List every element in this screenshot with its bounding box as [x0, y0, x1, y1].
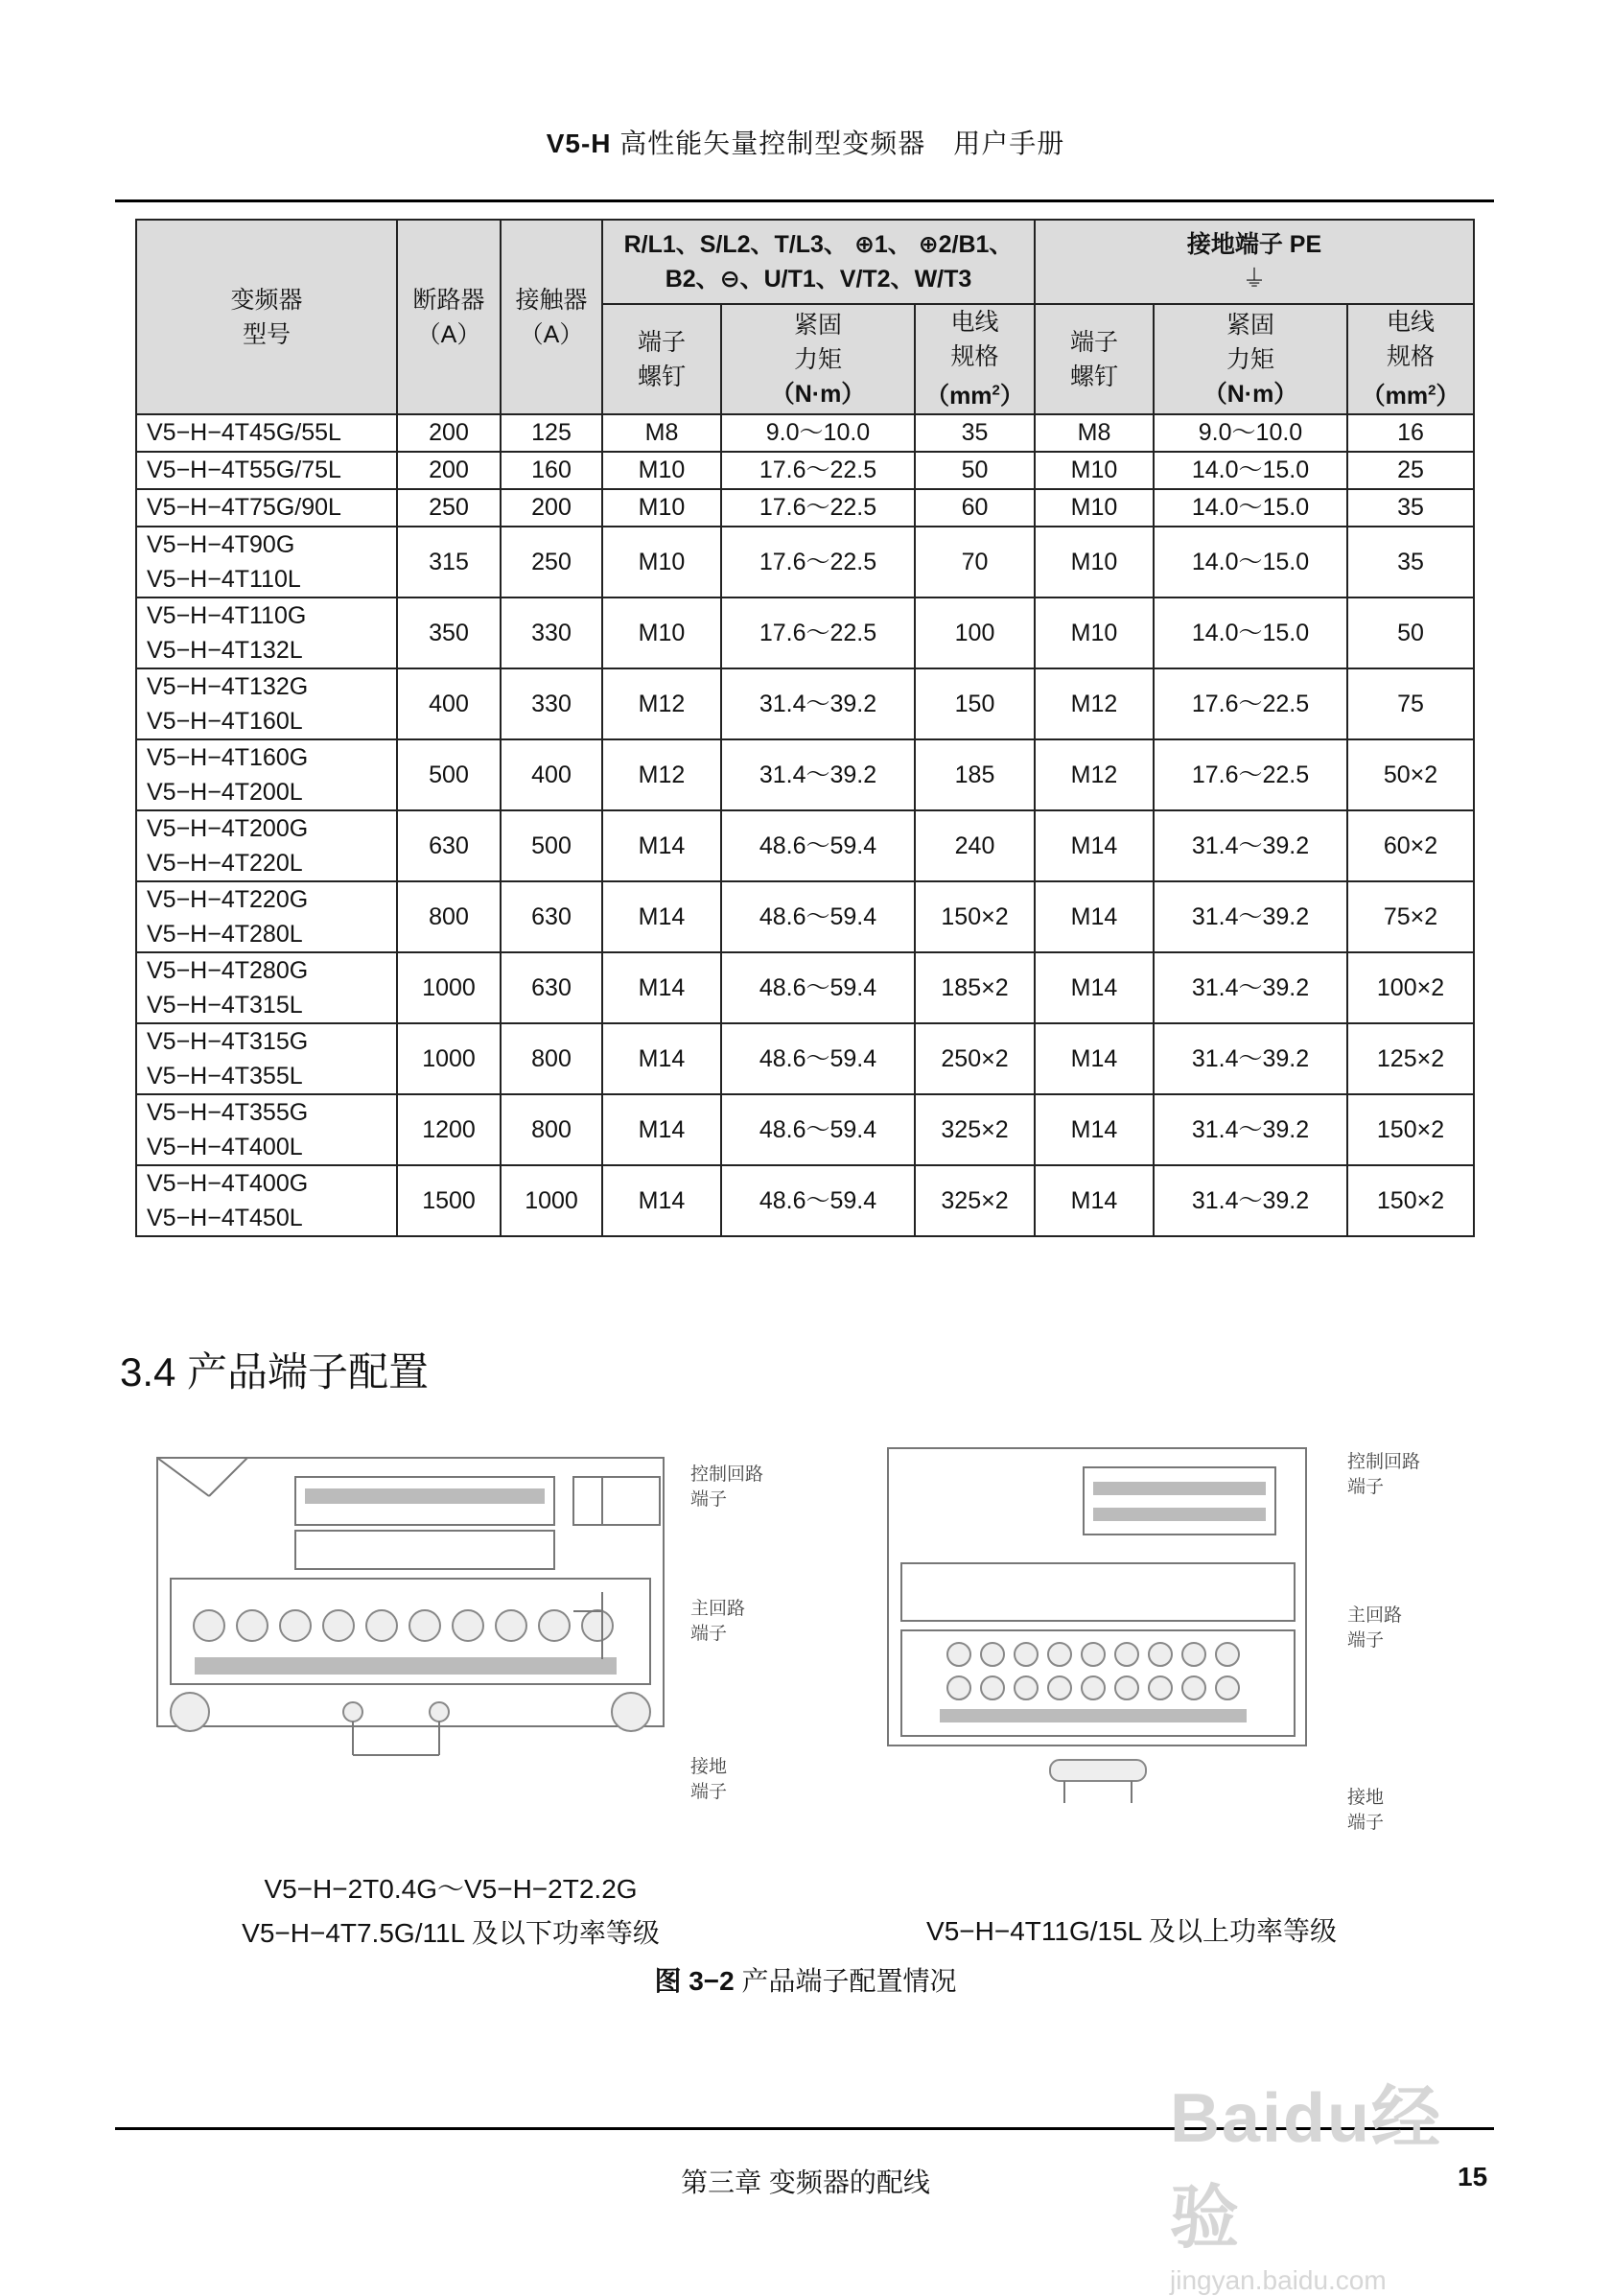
right-caption: V5−H−4T11G/15L 及以上功率等级: [926, 1916, 1337, 1946]
table-cell: 14.0～15.0: [1154, 452, 1347, 489]
sub-screw-header: 端子 螺钉: [602, 304, 721, 414]
table-cell: 250×2: [915, 1023, 1035, 1094]
col-contactor-header: 接触器 （A）: [501, 220, 602, 414]
table-cell: M10: [602, 597, 721, 668]
table-cell: 630: [501, 881, 602, 952]
table-cell: 25: [1347, 452, 1474, 489]
figure-number: 图 3−2: [654, 1966, 735, 1996]
table-cell: M10: [602, 489, 721, 527]
table-cell: 17.6～22.5: [721, 527, 915, 597]
table-cell: M12: [602, 739, 721, 810]
model-cell: V5−H−4T45G/55L: [136, 414, 397, 452]
table-cell: 17.6～22.5: [721, 597, 915, 668]
pe-sub-wire-sup: 2: [1428, 383, 1436, 399]
table-cell: 48.6～59.4: [721, 810, 915, 881]
table-cell: 330: [501, 597, 602, 668]
table-cell: 630: [397, 810, 501, 881]
left-caption-line2: V5−H−4T7.5G/11L 及以下功率等级: [242, 1918, 660, 1948]
table-cell: M12: [1035, 668, 1154, 739]
right-label-ground: 接地 端子: [1347, 1788, 1385, 1833]
sub-wire-label: 电线 规格: [950, 309, 999, 370]
pe-sub-torque-unit: （N·m）: [1202, 380, 1298, 408]
table-cell: 50: [915, 452, 1035, 489]
table-cell: 50: [1347, 597, 1474, 668]
model-cell: V5−H−4T220G V5−H−4T280L: [136, 881, 397, 952]
table-cell: M14: [602, 1023, 721, 1094]
table-cell: 400: [397, 668, 501, 739]
table-cell: 315: [397, 527, 501, 597]
section-title: 3.4 产品端子配置: [120, 1349, 430, 1394]
table-cell: 35: [1347, 489, 1474, 527]
table-cell: 14.0～15.0: [1154, 597, 1347, 668]
table-cell: 185×2: [915, 952, 1035, 1023]
model-cell: V5−H−4T132G V5−H−4T160L: [136, 668, 397, 739]
table-cell: 70: [915, 527, 1035, 597]
model-cell: V5−H−4T160G V5−H−4T200L: [136, 739, 397, 810]
pe-sub-wire-close: ）: [1436, 383, 1460, 410]
right-control-block: [1084, 1467, 1275, 1535]
table-cell: 31.4～39.2: [1154, 1023, 1347, 1094]
table-cell: 325×2: [915, 1165, 1035, 1236]
table-row: [136, 1023, 1474, 1094]
table-cell: 31.4～39.2: [1154, 810, 1347, 881]
table-row: [136, 1094, 1474, 1165]
spec-table-body: [136, 414, 1474, 1236]
table-cell: 48.6～59.4: [721, 1023, 915, 1094]
table-cell: M14: [602, 881, 721, 952]
table-cell: 31.4～39.2: [1154, 1165, 1347, 1236]
table-cell: M8: [1035, 414, 1154, 452]
table-cell: 48.6～59.4: [721, 1094, 915, 1165]
table-cell: 1500: [397, 1165, 501, 1236]
table-cell: 200: [397, 452, 501, 489]
figure-caption-text: 产品端子配置情况: [741, 1966, 957, 1996]
pe-group-label: 接地端子 PE: [1186, 231, 1322, 258]
table-cell: M12: [1035, 739, 1154, 810]
table-cell: M10: [602, 527, 721, 597]
left-drive-drawing: [152, 1439, 669, 1803]
table-cell: 350: [397, 597, 501, 668]
table-cell: 1000: [501, 1165, 602, 1236]
col-model-header: 变频器 型号: [136, 220, 397, 414]
spec-table: [135, 219, 1475, 1237]
pe-sub-wire-unit: （mm: [1361, 383, 1429, 410]
table-cell: 75×2: [1347, 881, 1474, 952]
watermark-logo: Baidu经验: [1170, 2080, 1443, 2257]
table-cell: 160: [501, 452, 602, 489]
table-cell: 1200: [397, 1094, 501, 1165]
table-row: [136, 1165, 1474, 1236]
left-label-main: 主回路 端子: [690, 1599, 746, 1644]
sub-wire-header: [915, 304, 1035, 414]
header-rule: [115, 199, 1494, 202]
table-cell: 500: [501, 810, 602, 881]
pe-sub-torque-label: 紧固 力矩: [1226, 311, 1274, 373]
table-cell: 150×2: [1347, 1165, 1474, 1236]
table-row: [136, 668, 1474, 739]
table-cell: 240: [915, 810, 1035, 881]
table-cell: 500: [397, 739, 501, 810]
pe-sub-wire-header: [1347, 304, 1474, 414]
main-terminal-group-header: R/L1、S/L2、T/L3、 ⊕1、 ⊕2/B1、 B2、⊖、U/T1、V/T2、W/T3: [602, 220, 1035, 304]
table-cell: 630: [501, 952, 602, 1023]
table-cell: M14: [1035, 1023, 1154, 1094]
table-cell: 75: [1347, 668, 1474, 739]
right-drive-drawing: [882, 1439, 1314, 1803]
table-row: [136, 597, 1474, 668]
sub-torque-label: 紧固 力矩: [793, 311, 842, 373]
table-cell: 60: [915, 489, 1035, 527]
table-cell: 17.6～22.5: [721, 452, 915, 489]
table-cell: 16: [1347, 414, 1474, 452]
table-row: [136, 810, 1474, 881]
table-cell: 31.4～39.2: [1154, 1094, 1347, 1165]
table-cell: M10: [1035, 489, 1154, 527]
table-row: [136, 452, 1474, 489]
table-row: [136, 414, 1474, 452]
right-label-control: 控制回路 端子: [1347, 1452, 1421, 1497]
table-cell: 125×2: [1347, 1023, 1474, 1094]
table-cell: M14: [1035, 1094, 1154, 1165]
table-cell: 800: [397, 881, 501, 952]
table-cell: 200: [397, 414, 501, 452]
table-cell: 14.0～15.0: [1154, 489, 1347, 527]
right-terminal-diagram: [882, 1439, 1314, 1803]
table-cell: 400: [501, 739, 602, 810]
watermark-url: jingyan.baidu.com: [1170, 2265, 1387, 2295]
table-cell: M14: [1035, 1165, 1154, 1236]
header-title: 高性能矢量控制型变频器 用户手册: [619, 129, 1065, 158]
table-cell: 48.6～59.4: [721, 952, 915, 1023]
table-cell: 1000: [397, 1023, 501, 1094]
table-cell: 1000: [397, 952, 501, 1023]
table-cell: 185: [915, 739, 1035, 810]
table-cell: 31.4～39.2: [721, 668, 915, 739]
table-cell: 17.6～22.5: [1154, 739, 1347, 810]
table-cell: M14: [602, 1165, 721, 1236]
table-row: [136, 489, 1474, 527]
pe-sub-wire-label: 电线 规格: [1387, 309, 1436, 370]
sub-torque-header: [721, 304, 915, 414]
table-cell: 125: [501, 414, 602, 452]
header-model: V5-H: [546, 129, 612, 158]
model-cell: V5−H−4T280G V5−H−4T315L: [136, 952, 397, 1023]
table-cell: M14: [1035, 952, 1154, 1023]
model-cell: V5−H−4T400G V5−H−4T450L: [136, 1165, 397, 1236]
table-cell: 200: [501, 489, 602, 527]
table-cell: M14: [1035, 881, 1154, 952]
table-row: [136, 952, 1474, 1023]
table-cell: 100: [915, 597, 1035, 668]
pe-group-header: [1035, 220, 1474, 304]
table-cell: 250: [397, 489, 501, 527]
table-cell: M10: [602, 452, 721, 489]
table-cell: 800: [501, 1023, 602, 1094]
table-row: [136, 739, 1474, 810]
table-cell: M12: [602, 668, 721, 739]
footer-chapter: 第三章 变频器的配线: [681, 2167, 930, 2197]
model-cell: V5−H−4T55G/75L: [136, 452, 397, 489]
left-terminal-diagram: [152, 1439, 669, 1803]
right-label-main: 主回路 端子: [1347, 1605, 1403, 1651]
table-cell: M14: [602, 1094, 721, 1165]
table-cell: M14: [602, 810, 721, 881]
table-cell: M10: [1035, 527, 1154, 597]
table-row: [136, 527, 1474, 597]
table-cell: 150×2: [915, 881, 1035, 952]
table-cell: M10: [1035, 452, 1154, 489]
table-cell: 31.4～39.2: [721, 739, 915, 810]
left-label-ground: 接地 端子: [690, 1757, 728, 1802]
watermark: [1170, 2062, 1458, 2295]
pe-sub-torque-header: [1154, 304, 1347, 414]
table-cell: 50×2: [1347, 739, 1474, 810]
table-cell: 17.6～22.5: [1154, 668, 1347, 739]
table-cell: 35: [1347, 527, 1474, 597]
table-cell: 250: [501, 527, 602, 597]
model-cell: V5−H−4T110G V5−H−4T132L: [136, 597, 397, 668]
left-caption-line1: V5−H−2T0.4G～V5−H−2T2.2G: [264, 1874, 638, 1904]
table-cell: 48.6～59.4: [721, 1165, 915, 1236]
table-cell: M10: [1035, 597, 1154, 668]
table-cell: M14: [602, 952, 721, 1023]
table-cell: M8: [602, 414, 721, 452]
pe-sub-screw-header: 端子 螺钉: [1035, 304, 1154, 414]
model-cell: V5−H−4T315G V5−H−4T355L: [136, 1023, 397, 1094]
table-cell: 150×2: [1347, 1094, 1474, 1165]
table-cell: 9.0～10.0: [1154, 414, 1347, 452]
left-label-control: 控制回路 端子: [690, 1464, 764, 1510]
table-cell: 17.6～22.5: [721, 489, 915, 527]
table-cell: 325×2: [915, 1094, 1035, 1165]
table-cell: M14: [1035, 810, 1154, 881]
sub-wire-sup: 2: [992, 383, 1000, 399]
table-cell: 100×2: [1347, 952, 1474, 1023]
page-header: [0, 123, 1611, 161]
col-breaker-header: 断路器 （A）: [397, 220, 501, 414]
table-cell: 14.0～15.0: [1154, 527, 1347, 597]
table-cell: 9.0～10.0: [721, 414, 915, 452]
model-cell: V5−H−4T200G V5−H−4T220L: [136, 810, 397, 881]
sub-torque-unit: （N·m）: [770, 380, 866, 408]
left-caption: [115, 1868, 786, 1951]
table-cell: 31.4～39.2: [1154, 881, 1347, 952]
sub-wire-close: ）: [999, 383, 1024, 410]
page-number: 15: [1458, 2162, 1488, 2191]
table-cell: 800: [501, 1094, 602, 1165]
model-cell: V5−H−4T75G/90L: [136, 489, 397, 527]
table-cell: 60×2: [1347, 810, 1474, 881]
model-cell: V5−H−4T355G V5−H−4T400L: [136, 1094, 397, 1165]
model-cell: V5−H−4T90G V5−H−4T110L: [136, 527, 397, 597]
figure-caption: [0, 1960, 1611, 1999]
table-cell: 48.6～59.4: [721, 881, 915, 952]
sub-wire-unit: （mm: [925, 383, 992, 410]
table-cell: 150: [915, 668, 1035, 739]
table-cell: 35: [915, 414, 1035, 452]
table-row: [136, 881, 1474, 952]
table-cell: 330: [501, 668, 602, 739]
ground-symbol-icon: ⏚: [1242, 265, 1267, 293]
table-cell: 31.4～39.2: [1154, 952, 1347, 1023]
